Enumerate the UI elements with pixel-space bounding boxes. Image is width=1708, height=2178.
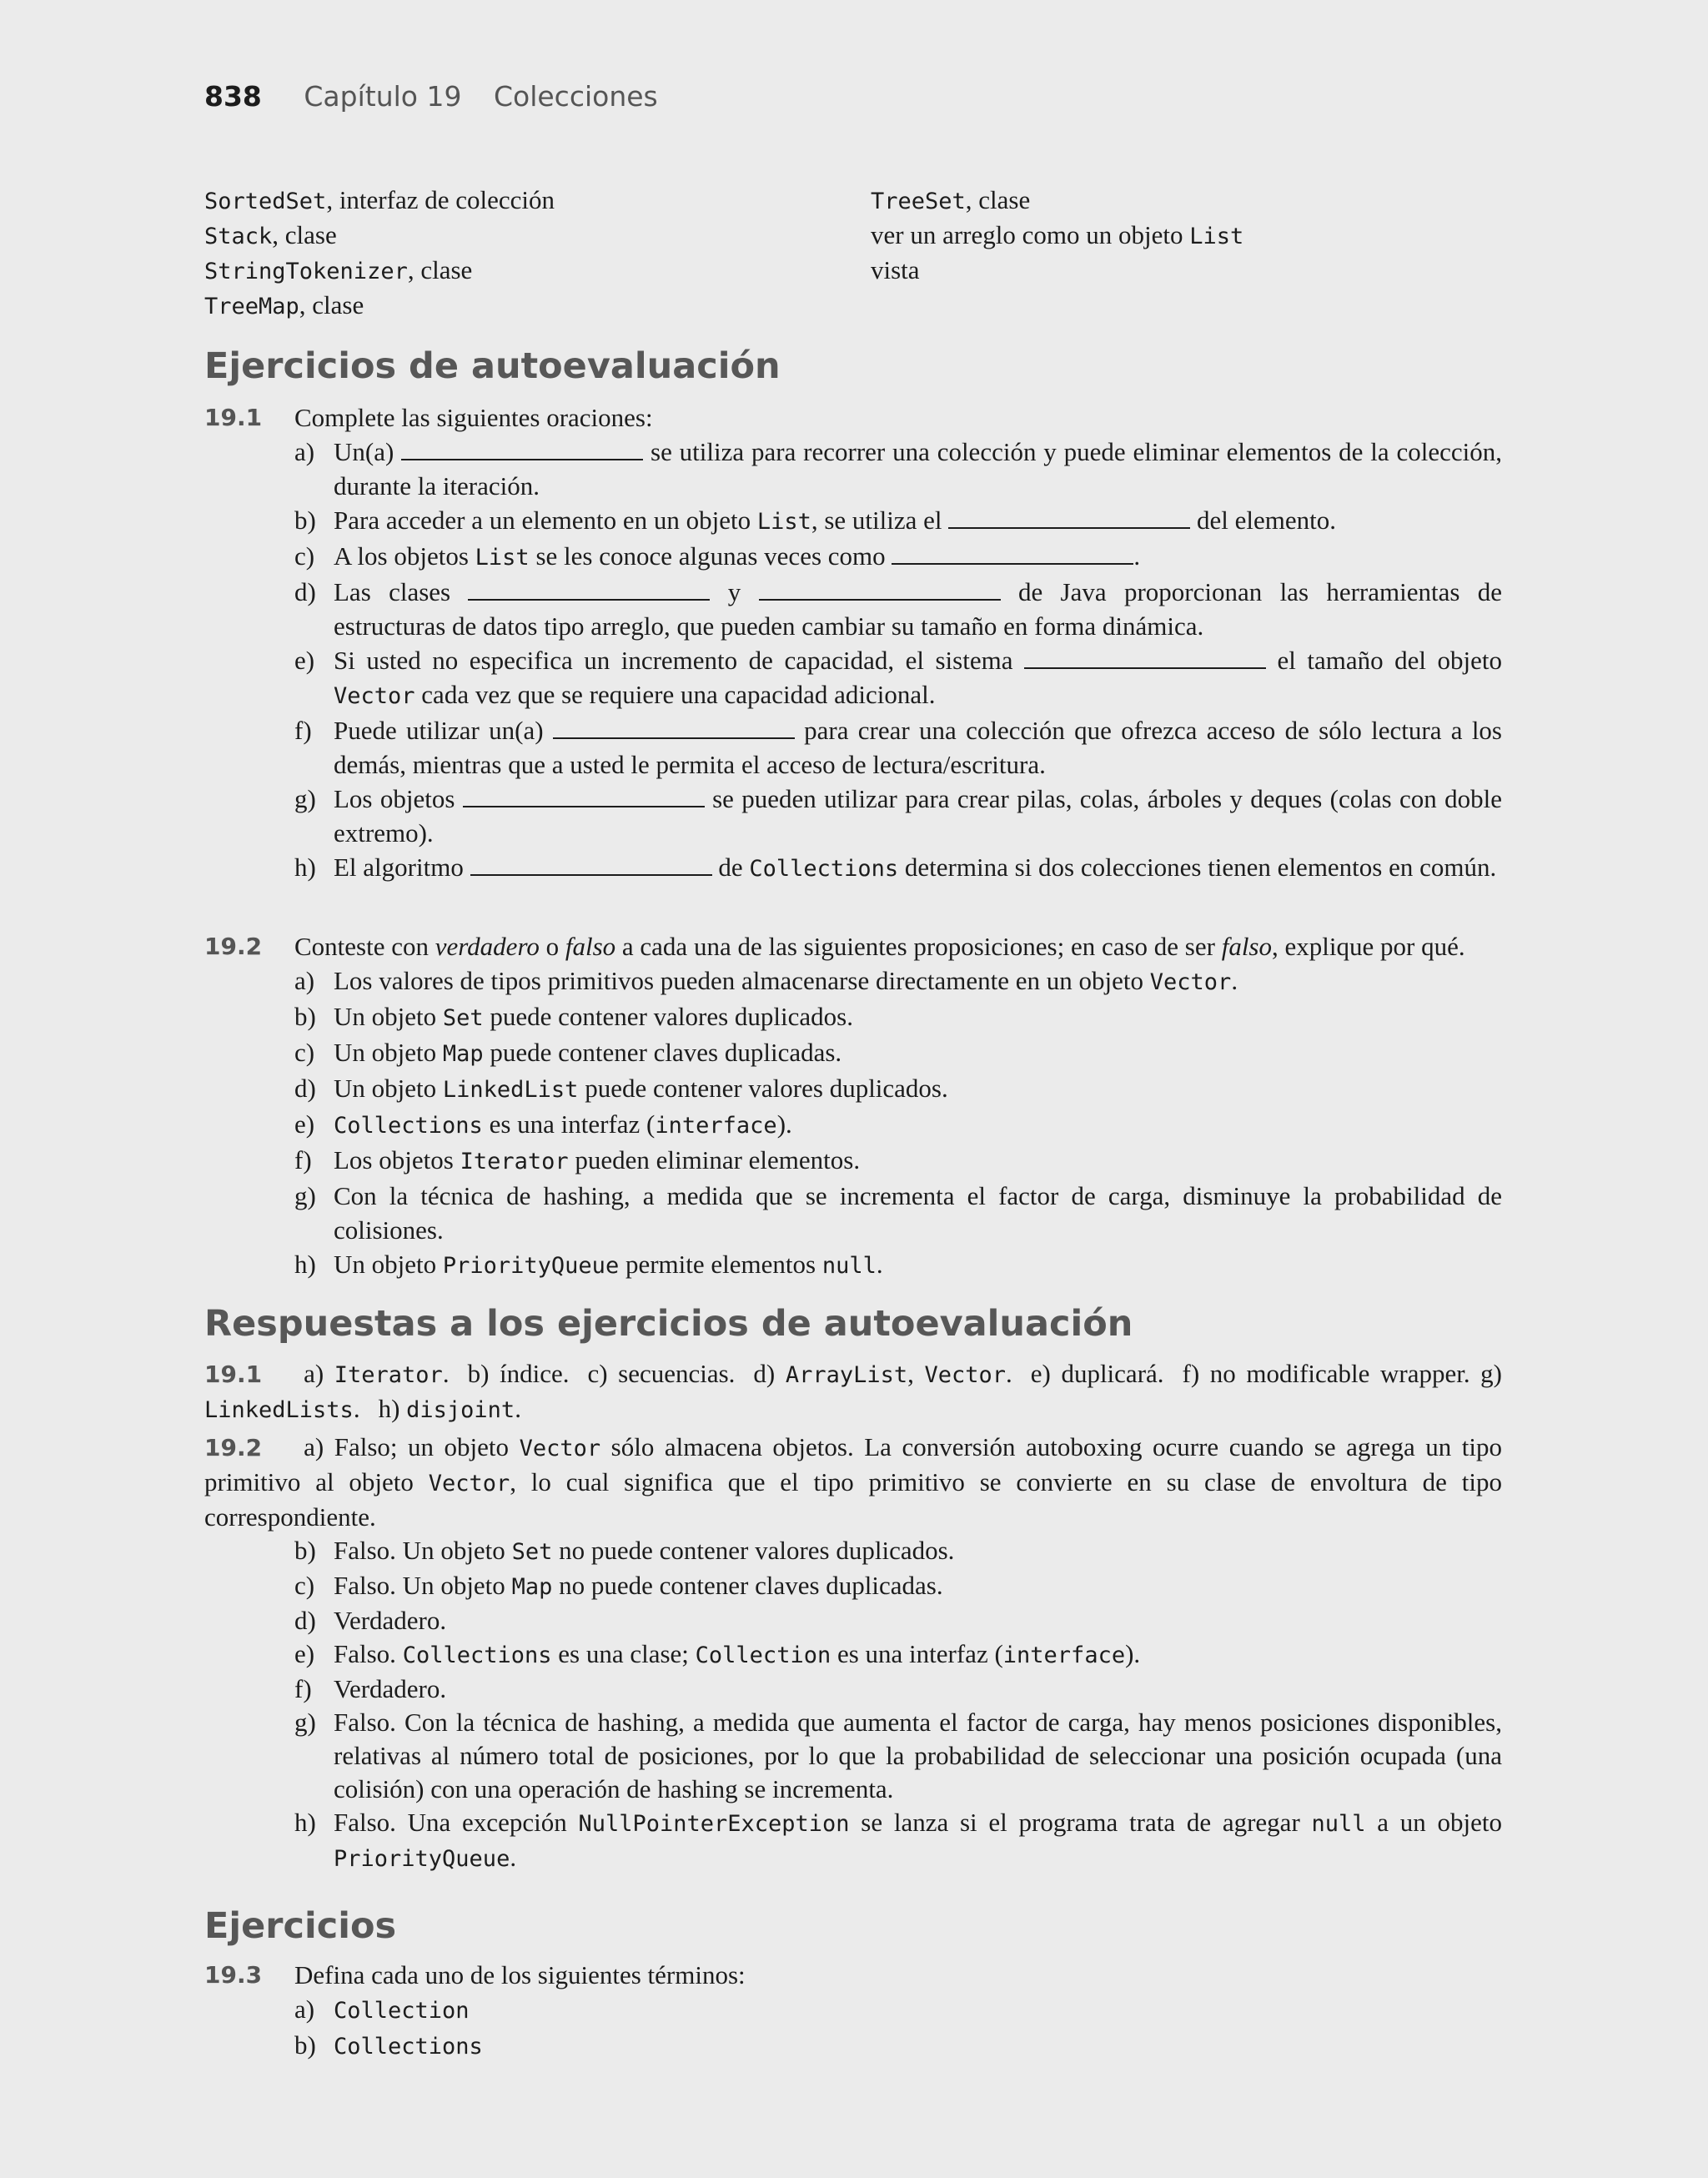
fill-in-blank bbox=[468, 576, 710, 601]
answer-number: 19.1 bbox=[204, 1361, 263, 1388]
exercise-number: 19.2 bbox=[204, 933, 263, 960]
list-item: h) Un objeto PriorityQueue permite elementos null. bbox=[294, 1250, 883, 1279]
list-item: b) Falso. Un objeto Set no puede contener valores duplicados. bbox=[294, 1536, 955, 1565]
list-item: g) Los objetos se pueden utilizar para crear pilas, colas, árboles y deques (colas con doble extremo). bbox=[294, 784, 1502, 848]
list-item: d) Verdadero. bbox=[294, 1606, 447, 1635]
list-item: a) Un(a) se utiliza para recorrer una colección y puede eliminar elementos de la colección, durante la iteración. bbox=[294, 437, 1503, 500]
list-item: b) Para acceder a un elemento en un objeto List, se utiliza el del elemento. bbox=[294, 506, 1337, 535]
list-item: g) Con la técnica de hashing, a medida que se incrementa el factor de carga, disminuye la probabilidad de colisiones. bbox=[294, 1181, 1502, 1245]
fill-in-blank bbox=[470, 851, 712, 876]
exercise-lead: Conteste con verdadero o falso a cada una de las siguientes proposiciones; en caso de ser falso, explique por qué. bbox=[294, 932, 1465, 961]
chapter-title: Colecciones bbox=[493, 80, 658, 113]
running-header bbox=[204, 80, 658, 113]
term-item: TreeMap, clase bbox=[204, 290, 364, 319]
list-item: e) Si usted no especifica un incremento de capacidad, el sistema el tamaño del objeto Vector cada vez que se requiere una capacidad adicional. bbox=[294, 646, 1502, 709]
page-number: 838 bbox=[204, 80, 262, 113]
term-item: TreeSet, clase bbox=[871, 185, 1031, 214]
term-item: ver un arreglo como un objeto List bbox=[871, 220, 1244, 249]
list-item: h) Falso. Una excepción NullPointerException se lanza si el programa trata de agregar null a un objeto PriorityQueue. bbox=[294, 1808, 1503, 1872]
exercise-lead: Complete las siguientes oraciones: bbox=[294, 403, 653, 432]
exercise-number: 19.1 bbox=[204, 404, 263, 431]
list-item: b) Collections bbox=[294, 2030, 483, 2060]
terms-left-column bbox=[204, 184, 555, 324]
section-heading-self-review: Ejercicios de autoevaluación bbox=[204, 345, 781, 387]
list-item: c) Un objeto Map puede contener claves duplicadas. bbox=[294, 1038, 842, 1067]
terms-right-column bbox=[871, 184, 1243, 287]
term-item: SortedSet, interfaz de colección bbox=[204, 185, 555, 214]
list-item: c) Falso. Un objeto Map no puede contener claves duplicadas. bbox=[294, 1571, 943, 1600]
fill-in-blank bbox=[401, 435, 643, 460]
list-item: f) Verdadero. bbox=[294, 1674, 447, 1703]
list-item: a) Los valores de tipos primitivos pueden almacenarse directamente en un objeto Vector. bbox=[294, 966, 1238, 995]
term-item: vista bbox=[871, 255, 920, 284]
chapter-label: Capítulo 19 bbox=[304, 80, 462, 113]
exercise-19-2 bbox=[204, 929, 1502, 1283]
list-item: b) Un objeto Set puede contener valores duplicados. bbox=[294, 1002, 853, 1031]
list-item: e) Falso. Collections es una clase; Collection es una interfaz (interface). bbox=[294, 1639, 1141, 1668]
list-item: f) Puede utilizar un(a) para crear una colección que ofrezca acceso de sólo lectura a los demás, mientras que a usted le permita el acceso de lectura/escritura. bbox=[294, 716, 1502, 779]
list-item: c) A los objetos List se les conoce algunas veces como . bbox=[294, 541, 1141, 571]
exercise-19-1 bbox=[204, 400, 1502, 886]
list-item: f) Los objetos Iterator pueden eliminar elementos. bbox=[294, 1145, 861, 1175]
answer-19-1: 19.1 a) Iterator. b) índice. c) secuencias. d) ArrayList, Vector. e) duplicará. f) no modificable wrapper. g) LinkedLists. h) disjoint. bbox=[204, 1359, 1502, 1423]
answer-19-2 bbox=[204, 1431, 1502, 1876]
answer-number: 19.2 bbox=[204, 1434, 263, 1461]
list-item: e) Collections es una interfaz (interface). bbox=[294, 1109, 792, 1139]
section-heading-exercises: Ejercicios bbox=[204, 1905, 397, 1947]
term-item: StringTokenizer, clase bbox=[204, 255, 473, 284]
fill-in-blank bbox=[553, 714, 795, 739]
fill-in-blank bbox=[892, 540, 1133, 565]
list-item: a) Collection bbox=[294, 1994, 470, 2024]
list-item: d) Las clases y de Java proporcionan las herramientas de estructuras de datos tipo arreglo, que pueden cambiar su tamaño en forma dinámica. bbox=[294, 577, 1503, 641]
fill-in-blank bbox=[948, 504, 1190, 529]
list-item: h) El algoritmo de Collections determina si dos colecciones tienen elementos en común. bbox=[294, 853, 1497, 882]
exercise-number: 19.3 bbox=[204, 1961, 263, 1989]
exercise-19-3 bbox=[204, 1958, 1502, 2064]
fill-in-blank bbox=[1024, 644, 1266, 669]
list-item: g) Falso. Con la técnica de hashing, a medida que aumenta el factor de carga, hay menos posiciones disponibles, relativas al número total de posiciones, por lo que la probabilidad de seleccionar una posición ocupada (una colisión) con una operación de hashing se incrementa. bbox=[294, 1708, 1502, 1803]
term-item: Stack, clase bbox=[204, 220, 337, 249]
exercise-lead: Defina cada uno de los siguientes términos: bbox=[294, 1960, 746, 1989]
list-item: d) Un objeto LinkedList puede contener valores duplicados. bbox=[294, 1074, 948, 1103]
fill-in-blank bbox=[759, 576, 1001, 601]
fill-in-blank bbox=[463, 782, 705, 807]
section-heading-answers: Respuestas a los ejercicios de autoevaluación bbox=[204, 1303, 1133, 1345]
answer-paragraph: 19.2 a) Falso; un objeto Vector sólo almacena objetos. La conversión autoboxing ocurre cuando se agrega un tipo primitivo al objeto Vector, lo cual significa que el tipo primitivo se convierte en su clase de envoltura de tipo correspondiente. bbox=[204, 1432, 1503, 1532]
